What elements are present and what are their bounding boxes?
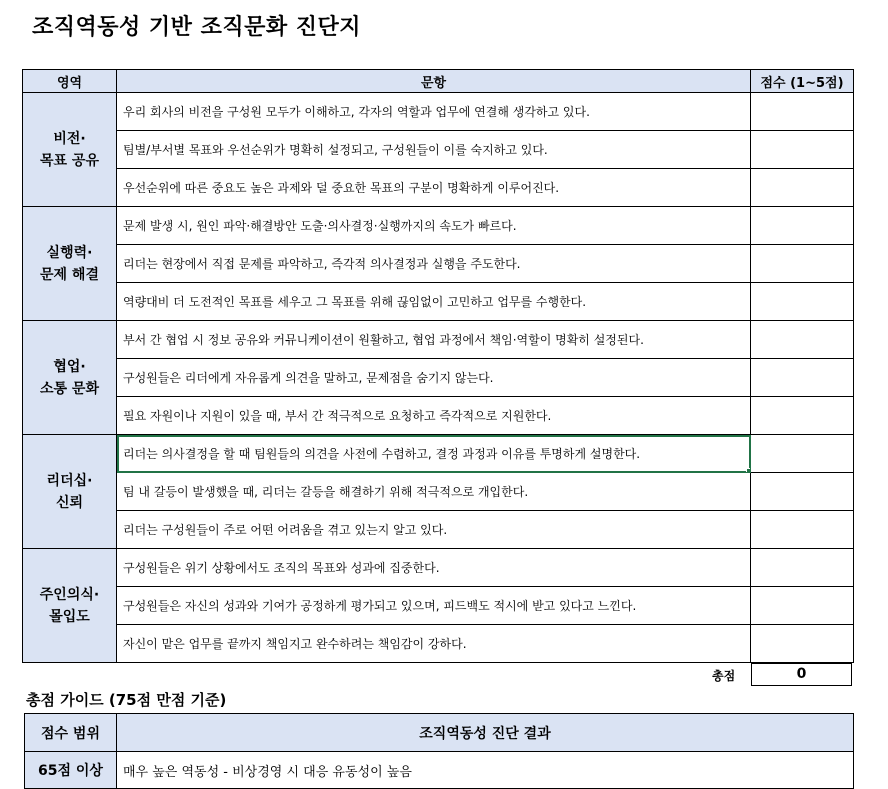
area-cell-vision[interactable] bbox=[23, 93, 117, 207]
table-row bbox=[23, 549, 854, 587]
score-cell[interactable] bbox=[751, 207, 854, 245]
score-cell[interactable] bbox=[751, 359, 854, 397]
score-cell[interactable] bbox=[751, 587, 854, 625]
area-line2: 목표 공유 bbox=[40, 152, 99, 169]
guide-header-row bbox=[25, 714, 854, 752]
table-row bbox=[23, 283, 854, 321]
area-line1: 협업· bbox=[53, 358, 86, 375]
area-line1: 주인의식· bbox=[39, 586, 100, 603]
total-label: 총점 bbox=[712, 669, 736, 683]
score-guide-table bbox=[24, 713, 854, 789]
area-cell-leadership[interactable] bbox=[23, 435, 117, 549]
table-row bbox=[23, 245, 854, 283]
guide-header-result[interactable]: 조직역동성 진단 결과 bbox=[117, 714, 854, 752]
table-row bbox=[23, 359, 854, 397]
table-row bbox=[23, 625, 854, 663]
guide-result-cell[interactable]: 매우 높은 역동성 - 비상경영 시 대응 유동성이 높음 bbox=[117, 752, 854, 789]
guide-header-range[interactable]: 점수 범위 bbox=[25, 714, 117, 752]
area-line2: 신뢰 bbox=[55, 494, 84, 511]
question-cell[interactable]: 필요 자원이나 지원이 있을 때, 부서 간 적극적으로 요청하고 즉각적으로 지원한다. bbox=[117, 397, 751, 435]
guide-range-cell[interactable]: 65점 이상 bbox=[25, 752, 117, 789]
table-row bbox=[23, 397, 854, 435]
header-score[interactable]: 점수 (1~5점) bbox=[751, 70, 854, 93]
area-line2: 몰입도 bbox=[49, 608, 90, 625]
area-cell-execution[interactable] bbox=[23, 207, 117, 321]
table-row bbox=[23, 473, 854, 511]
question-cell[interactable]: 팀별/부서별 목표와 우선순위가 명확히 설정되고, 구성원들이 이를 숙지하고 있다. bbox=[117, 131, 751, 169]
question-cell[interactable]: 우리 회사의 비전을 구성원 모두가 이해하고, 각자의 역할과 업무에 연결해 생각하고 있다. bbox=[117, 93, 751, 131]
score-cell[interactable] bbox=[751, 625, 854, 663]
guide-title: 총점 가이드 (75점 만점 기준) bbox=[26, 691, 227, 709]
page-title: 조직역동성 기반 조직문화 진단지 bbox=[32, 15, 362, 40]
score-cell[interactable] bbox=[751, 283, 854, 321]
score-cell[interactable] bbox=[751, 321, 854, 359]
question-cell[interactable]: 팀 내 갈등이 발생했을 때, 리더는 갈등을 해결하기 위해 적극적으로 개입한다. bbox=[117, 473, 751, 511]
table-row bbox=[23, 511, 854, 549]
question-cell[interactable]: 구성원들은 자신의 성과와 기여가 공정하게 평가되고 있으며, 피드백도 적시에 받고 있다고 느낀다. bbox=[117, 587, 751, 625]
question-cell[interactable]: 구성원들은 리더에게 자유롭게 의견을 말하고, 문제점을 숨기지 않는다. bbox=[117, 359, 751, 397]
question-text: 리더는 의사결정을 할 때 팀원들의 의견을 사전에 수렴하고, 결정 과정과 이유를 투명하게 설명한다. bbox=[123, 447, 641, 461]
header-question[interactable]: 문항 bbox=[117, 70, 751, 93]
total-score-cell[interactable]: 0 bbox=[751, 663, 852, 686]
area-line1: 실행력· bbox=[46, 244, 93, 261]
question-cell[interactable]: 리더는 현장에서 직접 문제를 파악하고, 즉각적 의사결정과 실행을 주도한다. bbox=[117, 245, 751, 283]
score-cell[interactable] bbox=[751, 131, 854, 169]
score-cell[interactable] bbox=[751, 169, 854, 207]
header-area[interactable]: 영역 bbox=[23, 70, 117, 93]
question-cell[interactable]: 문제 발생 시, 원인 파악·해결방안 도출·의사결정·실행까지의 속도가 빠르다. bbox=[117, 207, 751, 245]
score-cell[interactable] bbox=[751, 435, 854, 473]
fill-handle[interactable] bbox=[746, 468, 751, 473]
table-row bbox=[23, 131, 854, 169]
question-cell[interactable]: 구성원들은 위기 상황에서도 조직의 목표와 성과에 집중한다. bbox=[117, 549, 751, 587]
area-line1: 비전· bbox=[53, 130, 86, 147]
score-cell[interactable] bbox=[751, 93, 854, 131]
question-cell[interactable]: 리더는 구성원들이 주로 어떤 어려움을 겪고 있는지 알고 있다. bbox=[117, 511, 751, 549]
area-cell-collaboration[interactable] bbox=[23, 321, 117, 435]
area-line2: 문제 해결 bbox=[40, 266, 99, 283]
area-line2: 소통 문화 bbox=[40, 380, 99, 397]
table-row bbox=[23, 207, 854, 245]
score-cell[interactable] bbox=[751, 511, 854, 549]
header-row bbox=[23, 70, 854, 93]
question-cell[interactable]: 자신이 맡은 업무를 끝까지 책임지고 완수하려는 책임감이 강하다. bbox=[117, 625, 751, 663]
table-row bbox=[23, 169, 854, 207]
question-cell[interactable]: 부서 간 협업 시 정보 공유와 커뮤니케이션이 원활하고, 협업 과정에서 책임·역할이 명확히 설정된다. bbox=[117, 321, 751, 359]
question-cell[interactable]: 우선순위에 따른 중요도 높은 과제와 덜 중요한 목표의 구분이 명확하게 이루어진다. bbox=[117, 169, 751, 207]
diagnosis-table bbox=[22, 69, 854, 663]
score-cell[interactable] bbox=[751, 397, 854, 435]
selected-question-cell[interactable] bbox=[117, 435, 751, 473]
table-row bbox=[23, 587, 854, 625]
score-cell[interactable] bbox=[751, 549, 854, 587]
area-line1: 리더십· bbox=[46, 472, 93, 489]
table-row bbox=[23, 435, 854, 473]
score-cell[interactable] bbox=[751, 473, 854, 511]
table-row bbox=[23, 321, 854, 359]
score-cell[interactable] bbox=[751, 245, 854, 283]
area-cell-ownership[interactable] bbox=[23, 549, 117, 663]
table-row bbox=[23, 93, 854, 131]
question-cell[interactable]: 역량대비 더 도전적인 목표를 세우고 그 목표를 위해 끊임없이 고민하고 업무를 수행한다. bbox=[117, 283, 751, 321]
